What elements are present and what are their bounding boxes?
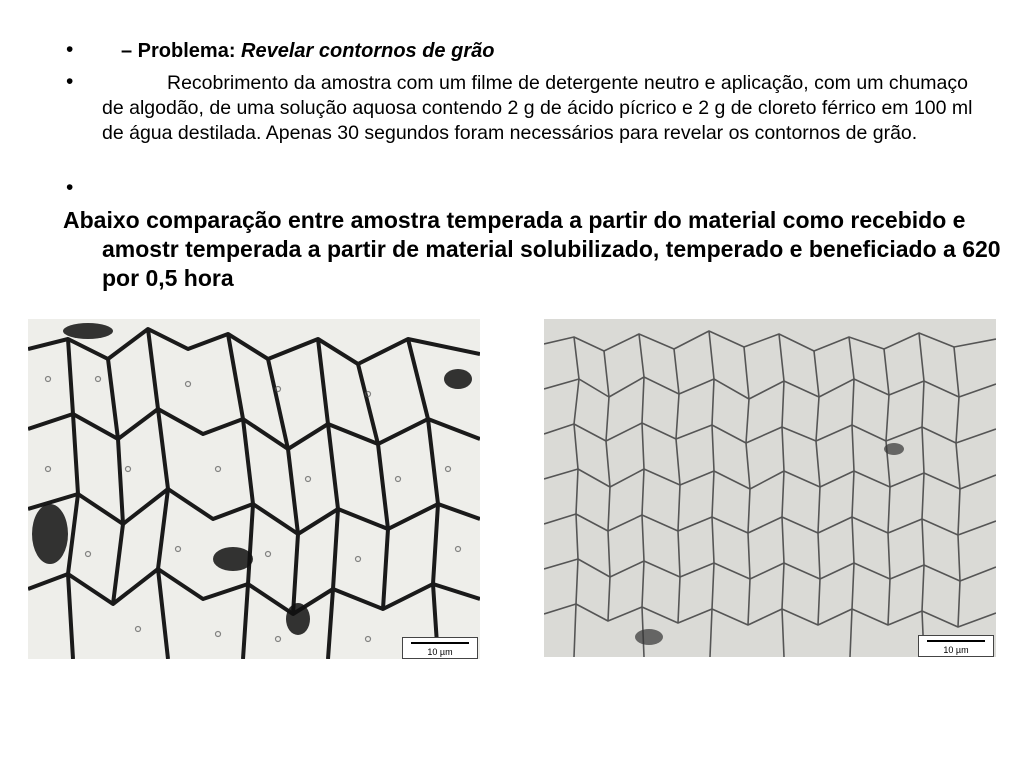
scale-bar-left — [402, 637, 478, 659]
bullet-problem — [121, 40, 494, 63]
bullet-dot-3: • — [66, 176, 74, 199]
micrograph-right-image — [544, 319, 996, 657]
micrograph-left — [28, 319, 480, 659]
comparison-heading: Abaixo comparação entre amostra temperada a partir do material como recebido e amostr temperada a partir de material solubilizado, temperado e beneficiado a 620 por 0,5 hora — [63, 207, 1001, 291]
scale-bar-label: 10 µm — [427, 647, 453, 657]
bullet-dot-2: • — [66, 70, 74, 93]
bullet-dot-1: • — [66, 38, 74, 61]
micrograph-left-image — [28, 319, 480, 659]
micrograph-right — [544, 319, 996, 657]
problem-prefix: – Problema: — [121, 40, 236, 62]
scale-bar-right — [918, 635, 994, 657]
scale-bar-line — [927, 640, 985, 642]
scale-bar-line — [411, 642, 469, 644]
bullet-procedure: Recobrimento da amostra com um filme de detergente neutro e aplicação, com um chumaço de algodão, de uma solução aquosa contendo 2 g de ácido pícrico e 2 g de cloreto férrico em 100 ml de água destilada. Apenas 30 segundos foram necessários para revelar os contornos de grão. — [102, 72, 973, 144]
scale-bar-label: 10 µm — [943, 645, 969, 655]
problem-title: Revelar contornos de grão — [241, 40, 495, 62]
